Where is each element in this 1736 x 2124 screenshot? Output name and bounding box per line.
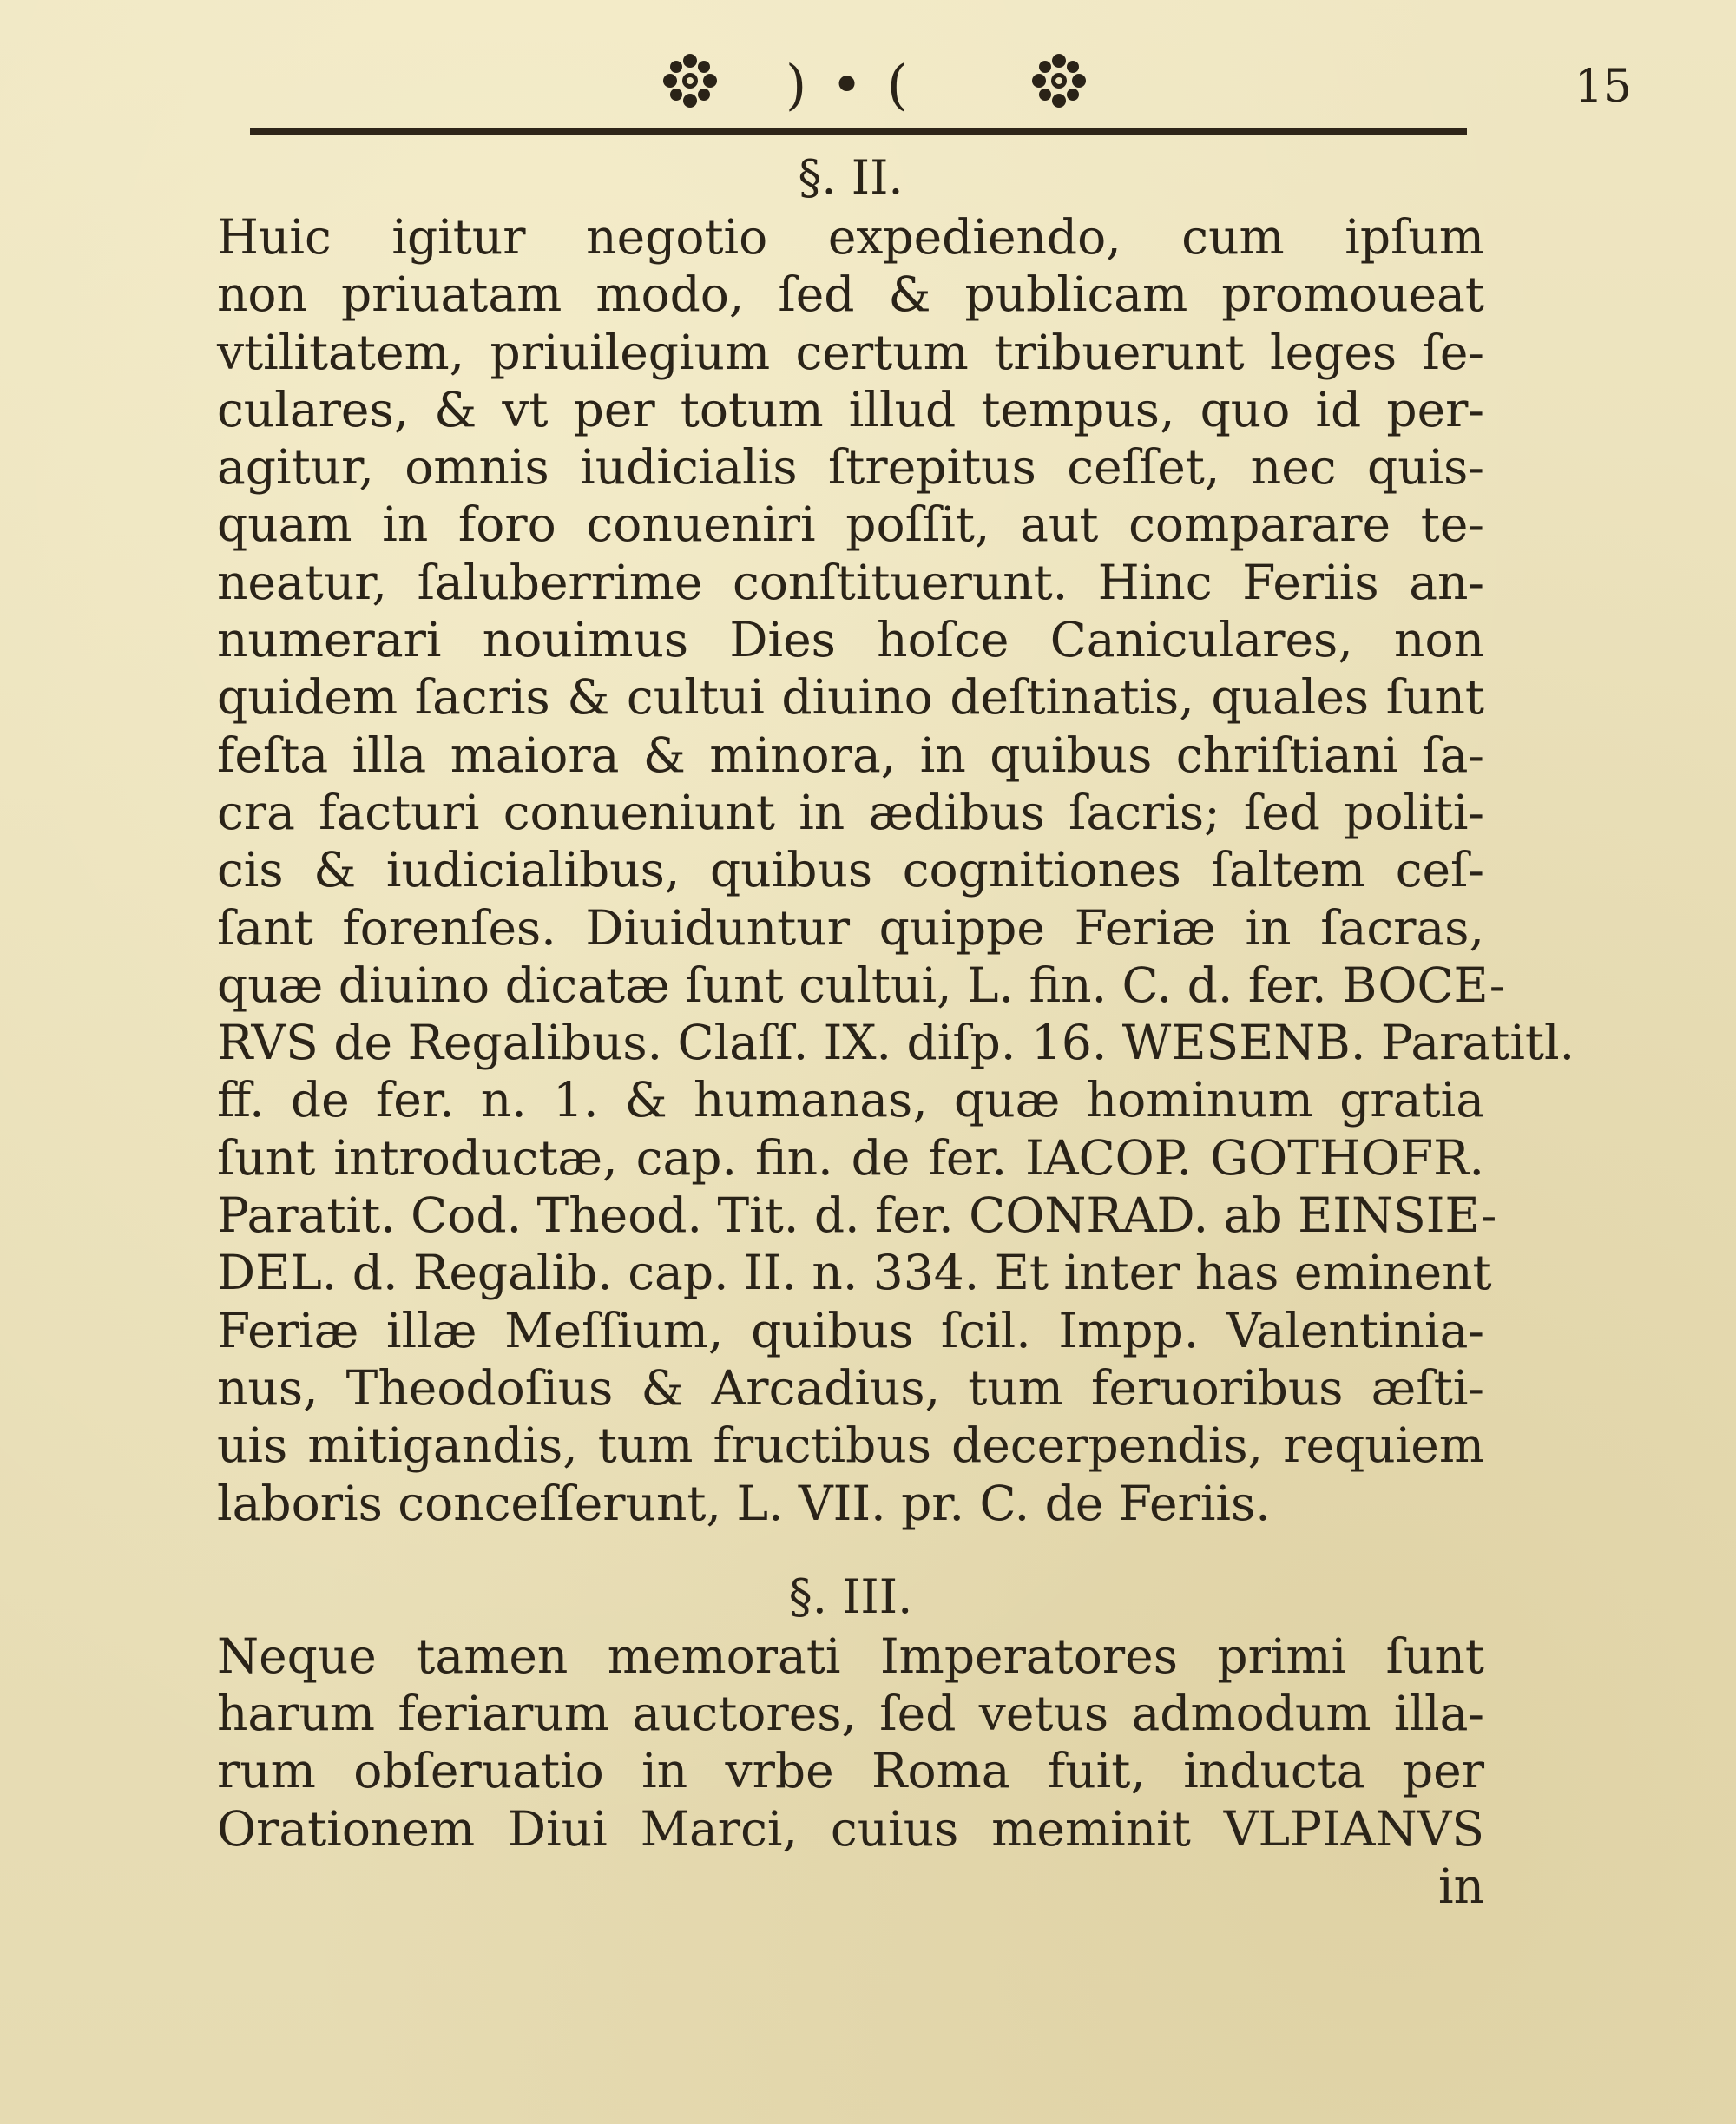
text-line: rum obſeruatio in vrbe Roma fuit, inducta per <box>217 1743 1484 1799</box>
section-heading-2: §. II. <box>798 150 904 205</box>
paragraph-section-3 <box>217 1628 1484 1915</box>
flower-ornament-icon <box>1029 50 1089 111</box>
text-line: cra facturi conueniunt in ædibus ſacris; ſed politi- <box>217 784 1484 840</box>
text-line: DEL. d. Regalib. cap. II. n. 334. Et inter has eminent <box>217 1245 1492 1301</box>
flower-ornament-icon <box>660 50 720 111</box>
text-line: ff. de fer. n. 1. & humanas, quæ hominum gratia <box>217 1072 1484 1128</box>
catchword: in <box>1437 1858 1484 1915</box>
text-line: ſant forenſes. Diuiduntur quippe Feriæ in ſacras, <box>217 899 1484 956</box>
text-line: quam in foro conueniri poſſit, aut comparare te- <box>217 496 1484 553</box>
running-head-mark: )•( <box>786 53 932 116</box>
text-line: cis & iudicialibus, quibus cognitiones ſaltem ceſ- <box>217 842 1484 898</box>
text-line: Orationem Diui Marci, cuius meminit VLPIANVS <box>217 1800 1484 1857</box>
text-line: nus, Theodoſius & Arcadius, tum feruoribus æſti- <box>217 1359 1484 1416</box>
text-line: neatur, ſaluberrime conſtituerunt. Hinc Feriis an- <box>217 554 1484 610</box>
text-line: quidem ſacris & cultui diuino deſtinatis, quales ſunt <box>217 669 1484 726</box>
text-line: numerari nouimus Dies hoſce Caniculares, non <box>217 612 1484 668</box>
text-line: vtilitatem, priuilegium certum tribuerunt leges ſe- <box>217 324 1484 380</box>
text-line: harum feriarum auctores, ſed vetus admodum illa- <box>217 1686 1484 1742</box>
text-line: Paratit. Cod. Theod. Tit. d. fer. CONRAD. ab EINSIE- <box>217 1187 1497 1244</box>
text-line: agitur, omnis iudicialis ſtrepitus ceſſet, nec quis- <box>217 439 1484 496</box>
text-line: uis mitigandis, tum fructibus decerpendis, requiem <box>217 1417 1484 1474</box>
text-line: non priuatam modo, ſed & publicam promoueat <box>217 266 1484 323</box>
text-line: ſunt introductæ, cap. fin. de fer. IACOP. GOTHOFR. <box>217 1129 1484 1186</box>
text-line: culares, & vt per totum illud tempus, quo id per- <box>217 381 1484 437</box>
running-head <box>247 50 1463 128</box>
text-line: feſta illa maiora & minora, in quibus chriſtiani ſa- <box>217 727 1484 783</box>
paragraph-section-2 <box>217 208 1575 1532</box>
section-gap <box>217 1532 1484 1567</box>
header-rule <box>250 128 1467 135</box>
text-block <box>217 148 1575 1915</box>
text-line: Feriæ illæ Meſſium, quibus ſcil. Impp. Valentinia- <box>217 1302 1484 1358</box>
page-number: 15 <box>1574 61 1632 113</box>
text-line: RVS de Regalibus. Claſſ. IX. diſp. 16. WESENB. Paratitl. <box>217 1015 1575 1071</box>
section-heading-3: §. III. <box>788 1568 913 1624</box>
text-line: laboris conceſſerunt, L. VII. pr. C. de Feriis. <box>217 1475 1271 1531</box>
text-line: Neque tamen memorati Imperatores primi ſunt <box>217 1628 1484 1684</box>
text-line: Huic igitur negotio expediendo, cum ipſum <box>217 209 1484 265</box>
text-line: quæ diuino dicatæ ſunt cultui, L. fin. C. d. fer. BOCE- <box>217 957 1506 1013</box>
